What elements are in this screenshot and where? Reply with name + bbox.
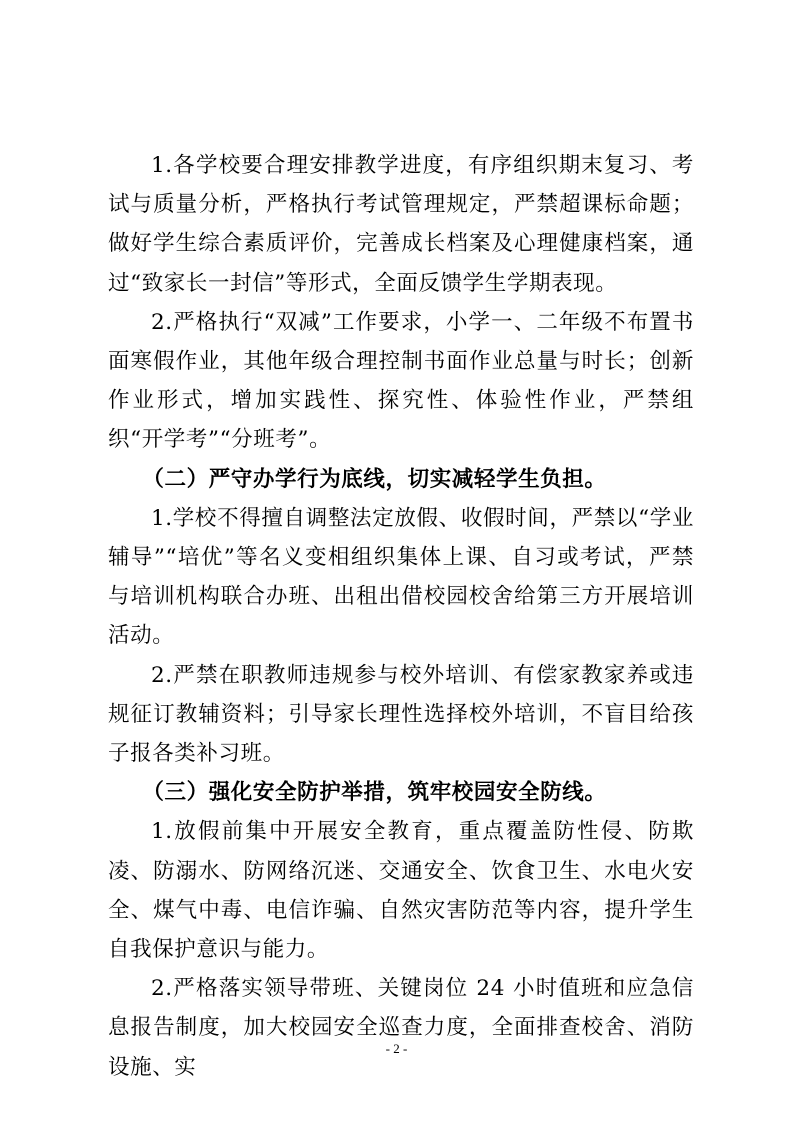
paragraph-4: 2.严禁在职教师违规参与校外培训、有偿家教家养或违规征订教辅资料；引导家长理性选择校外培训，不盲目给孩子报各类补习班。 (108, 662, 694, 767)
paragraph-3: 1.学校不得擅自调整法定放假、收假时间，严禁以“学业辅导”“培优”等名义变相组织集体上课、自习或考试，严禁与培训机构联合办班、出租出借校园校舍给第三方开展培训活动。 (108, 505, 694, 649)
document-body (108, 146, 694, 1087)
section-heading-2: （二）严守办学行为底线，切实减轻学生负担。 (142, 466, 607, 492)
paragraph-1: 1.各学校要合理安排教学进度，有序组织期末复习、考试与质量分析，严格执行考试管理规定，严禁超课标命题；做好学生综合素质评价，完善成长档案及心理健康档案，通过“致家长一封信”等形式，全面反馈学生学期表现。 (108, 153, 694, 296)
paragraph-6: 2.严格落实领导带班、关键岗位 24 小时值班和应急信息报告制度，加大校园安全巡查力度，全面排查校舍、消防设施、实 (108, 976, 694, 1080)
paragraph-2: 2.严格执行“双减”工作要求，小学一、二年级不布置书面寒假作业，其他年级合理控制书面作业总量与时长；创新作业形式，增加实践性、探究性、体验性作业，严禁组织“开学考”“分班考”。 (108, 309, 694, 453)
page-number: - 2 - (385, 1041, 408, 1056)
section-heading-3: （三）强化安全防护举措，筑牢校园安全防线。 (142, 780, 607, 806)
paragraph-5: 1.放假前集中开展安全教育，重点覆盖防性侵、防欺凌、防溺水、防网络沉迷、交通安全、饮食卫生、水电火安全、煤气中毒、电信诈骗、自然灾害防范等内容，提升学生自我保护意识与能力。 (108, 819, 694, 963)
